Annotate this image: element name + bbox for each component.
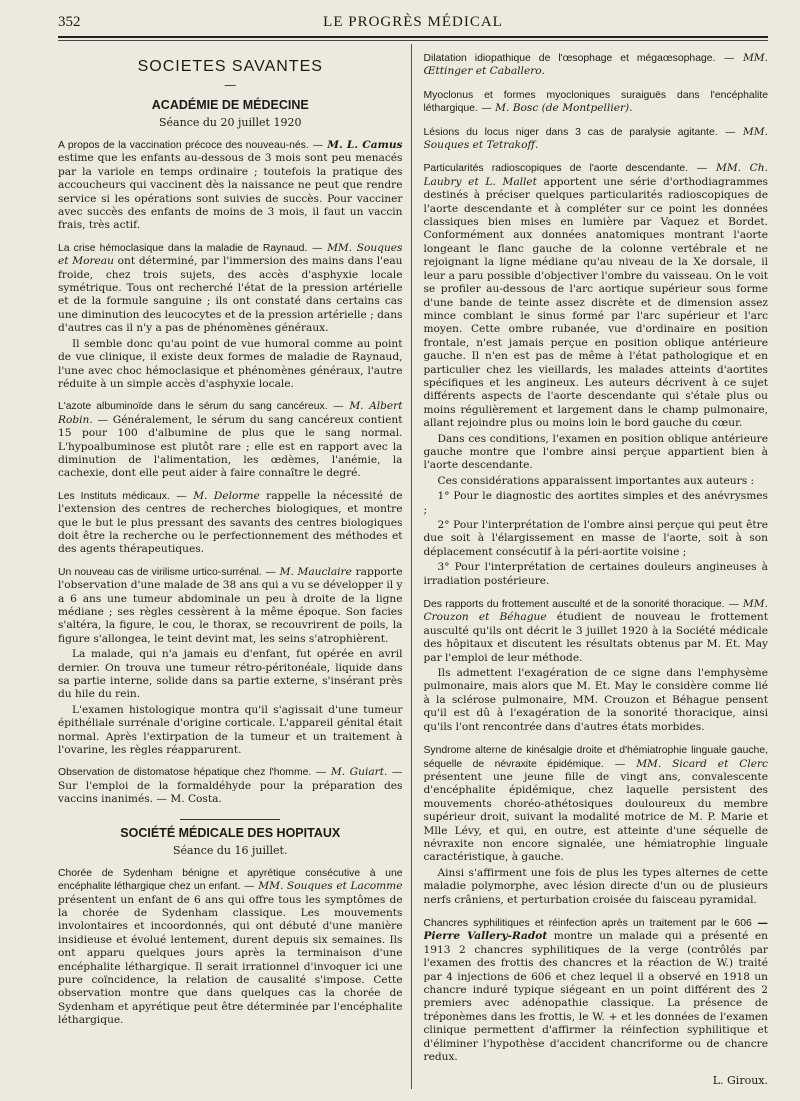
article-text: étudient de nouveau le frottement ausculté qu'ils ont décrit le 3 juillet 1920 à la Société médicale des hôpitaux et discutent les résultats obtenus par M. Et. May par l'emploi de leur méthode. bbox=[423, 611, 768, 664]
article-title: Particularités radioscopiques de l'aorte descendante. bbox=[423, 163, 689, 175]
right-column bbox=[424, 44, 769, 1089]
article-title: Dilatation idiopathique de l'œsophage et mégaœsophage. bbox=[423, 53, 716, 64]
article-title: Des rapports du frottement ausculté et de la sonorité thoracique. bbox=[423, 599, 725, 611]
article-title: Un nouveau cas de virilisme urtico-surrénal. bbox=[58, 566, 262, 578]
article-azote: L'azote albuminoïde dans le sérum du sang cancéreux. — M. Albert Robin. — Généralement, le sérum du sang cancéreux contient 15 pour 100 d'albumine de plus que le sang normal. L'hypoalbuminose est plutôt rare ; elle est en rapport avec la diminution de l'alimentation, les œdèmes, l'anémie, la cachexie, dont elle peut aider à faire connaître le degré. bbox=[58, 400, 403, 480]
article-title: Observation de distomatose hépatique chez l'homme. bbox=[58, 767, 312, 779]
article-author: MM. Souques et Lacomme bbox=[258, 880, 403, 893]
article-chancres bbox=[424, 917, 769, 1064]
article-author: M. Bosc (de Montpellier). bbox=[495, 102, 633, 115]
article-text: ont déterminé, par l'immersion des mains dans l'eau froide, chez trois sujets, des accès d'asphyxie locale symétrique. Tous ont recherché l'état de la pression artérielle et de la formule sanguine ; ils ont constaté dans certains cas une diminution des leucocytes et de la pression artérielle ; dans d'autres cas il n'y a pas de phénomènes généraux. bbox=[58, 255, 403, 335]
article-distomatose: Observation de distomatose hépatique chez l'homme. — M. Guiart. — Sur l'emploi de la formaldéhyde pour la préparation des vaccins inanimés. — M. Costa. bbox=[58, 766, 403, 806]
article-locus-niger: Lésions du locus niger dans 3 cas de paralysie agitante. — MM. Souques et Tetrakoff. bbox=[423, 125, 768, 152]
article-text: présentent une jeune fille de vingt ans, convalescente d'encéphalite épidémique, chez laquelle persistent des mouvements choréo-athétosiques douloureux du membre supérieur droit, suivant la modalité motrice de M. P. Marie et Mlle Lévy, et qui, en outre, est atteinte d'une séquelle de névraxite non encore signalée, une hémiatrophie linguale caractéristique, à gauche. bbox=[423, 770, 768, 864]
article-paragraph: Ainsi s'affirment une fois de plus les types alternes de cette maladie polymorphe, avec lésion directe d'un ou de plusieurs nerfs crâniens, et perturbation croisée du faisceau pyramidal. bbox=[423, 866, 768, 906]
article-author: M. L. Camus bbox=[327, 139, 403, 151]
author-signature: L. Giroux. bbox=[712, 1074, 768, 1088]
article-title: La crise hémoclasique dans la maladie de Raynaud. bbox=[58, 242, 308, 254]
article-author: — MM. Sicard et Clerc bbox=[614, 757, 768, 770]
header-rule bbox=[58, 36, 768, 38]
article-virilisme: Un nouveau cas de virilisme urtico-surrénal. — M. Mauclaire rapporte l'observation d'une malade de 38 ans qui a vu se développer il y a 6 ans une tumeur abdominale un peu à droite de la ligne médiane ; ses règles cessèrent à la même époque. Son facies s'altéra, la figure, le cou, le thorax, se recouvrirent de poils, la figure s'allongea, le teint devint mat, les seins s'atrophièrent. La malade, qui n'a jamais eu d'enfant, fut opérée en avril dernier. On trouva une tumeur rétro-péritonéale, liquide dans sa partie interne, solide dans sa partie externe, s'insérant près du hile du rein. L'examen histologique montra qu'il s'agissait d'une tumeur épithéliale surrénale d'origine corticale. L'appareil génital était normal. Après l'extirpation de la tumeur et un traitement à l'ovarine, les règles réapparurent. bbox=[58, 565, 403, 757]
article-author: M. Guiart. bbox=[330, 766, 388, 779]
article-text: montre un malade qui a présenté en 1913 2 chancres syphilitiques de la verge (contrôlés par l'examen des frottis des chancres et la réaction de W.) traité par 4 injections de 606 et chez lequel il a observé en 1918 un chancre induré typique siégeant en un point différent des 2 premiers avec adénopathie classique. La présence de tréponèmes dans les frottis, le W. + et les données de l'examen clinique permettent d'affirmer la réinfection syphilitique et d'éliminer l'hypothèse d'accident chancriforme ou de chancre redux. bbox=[423, 930, 768, 1064]
journal-title: LE PROGRÈS MÉDICAL bbox=[323, 14, 503, 30]
article-frottement bbox=[424, 598, 769, 734]
article-text: — Généralement, le sérum du sang cancéreux contient 15 pour 100 d'albumine de plus que le sang normal. L'hypoalbuminose est plutôt rare ; elle est en rapport avec la diminution de l'alimentation, les œdèmes, l'anémie, la cachexie, dont elle peut aider à faire connaître le degré. bbox=[58, 413, 403, 480]
article-author: — MM. Crouzon et Béhague bbox=[423, 598, 768, 624]
article-title: Lésions du locus niger dans 3 cas de paralysie agitante. bbox=[423, 126, 718, 138]
article-syndrome-alterne bbox=[424, 744, 769, 907]
article-text: — Sur l'emploi de la formaldéhyde pour la préparation des vaccins inanimés. — M. Costa. bbox=[58, 766, 403, 806]
hospitals-date: Séance du 16 juillet. bbox=[173, 843, 288, 857]
article-author: M. Delorme bbox=[193, 489, 260, 502]
article-author: MM. Souques et Moreau bbox=[58, 241, 403, 268]
academy-title: ACADÉMIE DE MÉDECINE bbox=[151, 98, 309, 112]
article-raynaud: La crise hémoclasique dans la maladie de Raynaud. — MM. Souques et Moreau ont déterminé, par l'immersion des mains dans l'eau froide, chez trois sujets, des accès d'asphyxie locale symétrique. Tous ont recherché l'état de la pression artérielle et de la formule sanguine ; ils ont constaté dans certains cas une diminution des leucocytes et de la pression artérielle ; dans d'autres cas il n'y a pas de phénomènes généraux. Il semble donc qu'au point de vue humoral comme au point de vue clinique, il existe deux formes de maladie de Raynaud, l'une avec choc hémoclasique et phénomènes généraux, l'autre réduite à un simple accès d'asphyxie locale. bbox=[58, 241, 403, 390]
article-title: Chorée de Sydenham bénigne et apyrétique consécutive à une encéphalite léthargique chez un enfant. bbox=[58, 867, 403, 893]
page-number: 352 bbox=[58, 14, 81, 30]
article-choree: Chorée de Sydenham bénigne et apyrétique consécutive à une encéphalite léthargique chez un enfant. — MM. Souques et Lacomme présentent un enfant de 6 ans qui offre tous les symptômes de la chorée de Sydenham classique. Les mouvements involontaires et incoordonnés, qui ont débuté d'une manière insidieuse et évolué lentement, durent depuis six semaines. Ils ont apparu quelques jours après la terminaison d'une encéphalite léthargique. Il serait irrationnel d'invoquer ici une pure coïncidence, la relation de causalité s'impose. Cette observation montre que dans quelques cas la chorée de Sydenham et apyrétique peut être déterminée par l'encéphalite léthargique. bbox=[58, 867, 403, 1027]
article-title: A propos de la vaccination précoce des nouveau-nés. bbox=[58, 140, 309, 151]
article-title: Myoclonus et formes myocloniques suraiguës dans l'encéphalite léthargique. bbox=[423, 89, 768, 115]
article-author: — Pierre Vallery-Radot bbox=[423, 916, 768, 943]
article-paragraph: L'examen histologique montra qu'il s'agissait d'une tumeur épithéliale surrénale d'origine corticale. L'appareil génital était normal. Après l'extirpation de la tumeur et un traitement à l'ovarine, les règles réapparurent. bbox=[58, 703, 403, 757]
article-author: MM. Œttinger et Caballero. bbox=[423, 52, 768, 78]
article-vaccination: A propos de la vaccination précoce des nouveau-nés. — M. L. Camus estime que les enfants au-dessous de 3 mois sont peu menacés par la variole en temps ordinaire ; toutefois la pratique des accoucheurs qui vaccinent dès la naissance ne peut que rendre service si les opérations sont suivies de succès. Pour vacciner avec succès des enfants de moins de 3 mois, il faut un vaccin frais, très actif. bbox=[58, 139, 403, 232]
article-title: Chancres syphilitiques et réinfection après un traitement par le 606 bbox=[423, 917, 752, 929]
header-rule-thin bbox=[58, 40, 768, 41]
two-column-body bbox=[58, 44, 768, 1089]
article-paragraph: Ils admettent l'exagération de ce signe dans l'emphysème pulmonaire, mais alors que M. Et. May le considère comme lié à la sclérose pulmonaire, MM. Crouzon et Béhague pensent qu'il est dû à l'exagération de la sonorité thoracique, ainsi qu'ils l'ont rencontrée dans d'autres états morbides. bbox=[423, 667, 768, 733]
article-list-item: 2° Pour l'interprétation de l'ombre ainsi perçue qui peut être due soit à l'élargissement en masse de l'aorte, soit à son déplacement consécutif à la péri-aortite voisine ; bbox=[423, 519, 768, 558]
article-title: Syndrome alterne de kinésalgie droite et d'hémiatrophie linguale gauche, séquelle de névraxite épidémique. bbox=[423, 745, 768, 770]
article-paragraph: Il semble donc qu'au point de vue humoral comme au point de vue clinique, il existe deux formes de maladie de Raynaud, l'une avec choc hémoclasique et phénomènes généraux, l'autre réduite à un simple accès d'asphyxie locale. bbox=[58, 337, 403, 390]
hospitals-title: SOCIÉTÉ MÉDICALE DES HOPITAUX bbox=[120, 825, 341, 840]
article-author: M. Mauclaire bbox=[279, 565, 352, 578]
article-text: apportent une série d'orthodiagrammes destinés à préciser quelques particularités radioscopiques de l'aorte descendante et à compléter sur ce point les données classiques bien mises en lumière par Vaquez et Bordet. Conformément aux données anatomiques montrant l'aorte longeant le flanc gauche de la colonne vertébrale et ne rejoignant la ligne médiane qu'au niveau de la Xe dorsale, il leur a paru possible d'objectiver l'ombre du vaisseau. On le voit se profiler au-dessous de l'arc aortique supérieur sous forme d'une bande de teinte assez discrète et de dimension assez mince comblant le sinus formé par l'arc supérieur et l'arc moyen. Cette ombre rubanée, vue d'ordinaire en position frontale, n'est jamais perçue en position oblique antérieure gauche. Il n'en est pas de même à l'état pathologique et en particulier chez les vieillards, les malades atteints d'aortites spécifiques et les angineux. Les auteurs décrivent à ce sujet différents aspects de l'aorte descendante qui s'étale plus ou moins régulièrement et largement dans le champ pulmonaire, allant rejoindre plus ou moins loin le bord gauche du cœur. bbox=[423, 175, 768, 430]
article-instituts: Les Instituts médicaux. — M. Delorme rappelle la nécessité de l'extension des centres de recherches biologiques, et montre que le but le plus pressant des savants des centres biologiques doit être la recherche ou le perfectionnement des méthodes et des agents thérapeutiques. bbox=[58, 489, 403, 556]
section-dash: — bbox=[224, 78, 237, 92]
article-author: M. Albert Robin. bbox=[58, 400, 403, 426]
page-header bbox=[58, 0, 768, 44]
article-paragraph: Dans ces conditions, l'examen en position oblique antérieure gauche montre que l'ombre ainsi perçue appartient bien à l'aorte descendante. bbox=[423, 432, 768, 472]
academy-date: Séance du 20 juillet 1920 bbox=[159, 116, 302, 129]
article-text: rapporte l'observation d'une malade de 38 ans qui a vu se développer il y a 6 ans une tumeur abdominale un peu à droite de la ligne médiane ; ses règles cessèrent à la même époque. Son facies s'altéra, la figure, le cou, le thorax, se recouvrirent de poils, la figure s'allongea, le teint devint mat, les seins s'atrophièrent. bbox=[58, 565, 403, 645]
article-paragraph: Ces considérations apparaissent importantes aux auteurs : bbox=[437, 474, 755, 487]
article-text: rappelle la nécessité de l'extension des centres de recherches biologiques, et montre que le but le plus pressant des savants des centres biologiques doit être la recherche ou le perfectionnement des méthodes et des agents thérapeutiques. bbox=[58, 489, 403, 556]
article-oesophage: Dilatation idiopathique de l'œsophage et mégaœsophage. — MM. Œttinger et Caballero. bbox=[423, 52, 768, 78]
section-title-societes: SOCIETES SAVANTES bbox=[137, 58, 323, 75]
article-paragraph: La malade, qui n'a jamais eu d'enfant, fut opérée en avril dernier. On trouva une tumeur rétro-péritonéale, liquide dans sa partie interne, solide dans sa partie externe, s'insérant près du hile du rein. bbox=[58, 648, 403, 701]
article-title: L'azote albuminoïde dans le sérum du sang cancéreux. bbox=[58, 401, 328, 413]
article-text: estime que les enfants au-dessous de 3 mois sont peu menacés par la variole en temps ordinaire ; toutefois la pratique des accoucheurs qui vaccinent dès la naissance ne peut que rendre service si les opérations sont suivies de succès. Pour vacciner avec succès des enfants de moins de 3 mois, il faut un vaccin frais, très actif. bbox=[58, 152, 403, 232]
article-list-item: 3° Pour l'interprétation de certaines douleurs angineuses à irradiation postérieure. bbox=[423, 561, 768, 587]
article-title: Les Instituts médicaux. bbox=[58, 490, 170, 502]
article-text: présentent un enfant de 6 ans qui offre tous les symptômes de la chorée de Sydenham classique. Les mouvements involontaires et incoordonnés, qui ont débuté d'une manière insidieuse et évolué lentement, durent depuis six semaines. Ils ont apparu quelques jours après la terminaison d'une encéphalite léthargique. Il serait irrationnel d'invoquer ici une pure coïncidence, la relation de causalité s'impose. Cette observation montre que dans quelques cas la chorée de Sydenham et apyrétique peut être déterminée par l'encéphalite léthargique. bbox=[58, 893, 403, 1027]
article-aorte: Particularités radioscopiques de l'aorte descendante. — MM. Ch. Laubry et L. Mallet apportent une série d'orthodiagrammes destinés à préciser quelques particularités radioscopiques de l'aorte descendante et à compléter sur ce point les données classiques bien mises en lumière par Vaquez et Bordet. Conformément aux données anatomiques montrant l'aorte longeant le flanc gauche de la colonne vertébrale et ne rejoignant la ligne médiane qu'au niveau de la Xe dorsale, il leur a paru possible d'objectiver l'ombre du vaisseau. On le voit se profiler au-dessous de l'arc aortique supérieur sous forme d'une bande de teinte assez discrète et de dimension assez mince comblant le sinus formé par l'arc supérieur et l'arc moyen. Cette ombre rubanée, vue d'ordinaire en position frontale, n'est jamais perçue en position oblique antérieure gauche. Il n'en est pas de même à l'état pathologique et en particulier chez les vieillards, les malades atteints d'aortites spécifiques et les angineux. Les auteurs décrivent à ce sujet différents aspects de l'aorte descendante qui s'étale plus ou moins régulièrement et largement dans le champ pulmonaire, allant rejoindre plus ou moins loin le bord gauche du cœur. Dans ces conditions, l'examen en position oblique antérieure gauche montre que l'ombre ainsi perçue appartient bien à l'aorte descendante. Ces considérations apparaissent importantes aux auteurs : 1° Pour le diagnostic des aortites simples et des anévrysmes ; 2° Pour l'interprétation de l'ombre ainsi perçue qui peut être due soit à l'élargissement en masse de l'aorte, soit à son déplacement consécutif à la péri-aortite voisine ; 3° Pour l'interprétation de certaines douleurs angineuses à irradiation postérieure. bbox=[423, 162, 768, 587]
article-author: MM. Souques et Tetrakoff. bbox=[423, 125, 768, 152]
article-author: MM. Ch. Laubry et L. Mallet bbox=[423, 162, 768, 188]
left-column bbox=[58, 44, 412, 1089]
article-list-item: 1° Pour le diagnostic des aortites simples et des anévrysmes ; bbox=[423, 490, 768, 516]
section-divider bbox=[180, 819, 280, 820]
article-myoclonus: Myoclonus et formes myocloniques suraiguës dans l'encéphalite léthargique. — M. Bosc (de Montpellier). bbox=[423, 89, 768, 115]
